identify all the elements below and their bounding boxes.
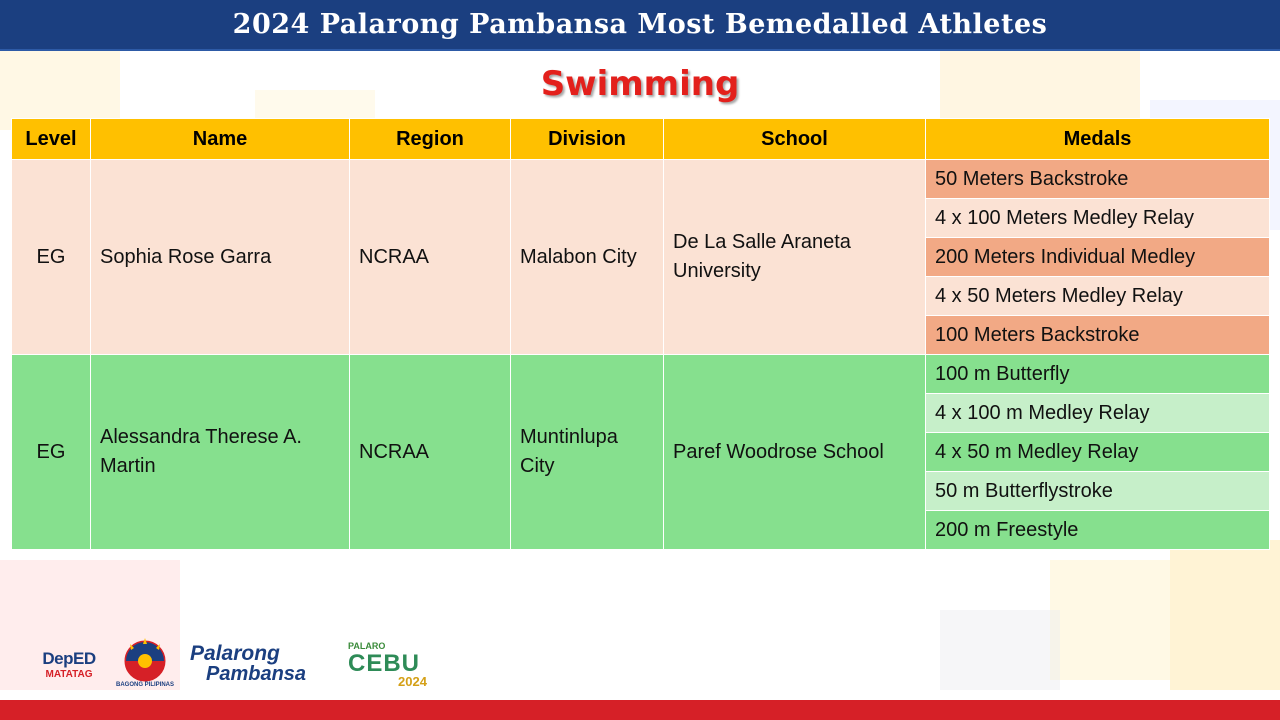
column-header-division: Division (511, 119, 664, 160)
table-row (12, 160, 1270, 199)
school-cell: De La Salle Araneta University (664, 160, 926, 355)
matatag-logo-text: MATATAG (45, 668, 93, 680)
background-decoration (940, 610, 1060, 690)
medal-cell: 4 x 50 Meters Medley Relay (926, 277, 1270, 316)
palaro-logo-text: PALARO (348, 641, 386, 651)
background-decoration (1170, 540, 1280, 690)
deped-logo (38, 638, 100, 690)
bagong-pilipinas-label: BAGONG PILIPINAS (115, 682, 174, 688)
level-cell: EG (12, 160, 91, 355)
column-header-medals: Medals (926, 119, 1270, 160)
column-header-level: Level (12, 119, 91, 160)
table-row (12, 355, 1270, 394)
division-cell: Muntinlupa City (511, 355, 664, 550)
pambansa-logo-text: Pambansa (206, 663, 307, 685)
region-cell: NCRAA (350, 355, 511, 550)
medals-table (11, 118, 1270, 550)
palarong-logo-text: Palarong (190, 642, 280, 665)
medal-cell: 200 Meters Individual Medley (926, 238, 1270, 277)
medal-cell: 4 x 100 m Medley Relay (926, 394, 1270, 433)
title-banner (0, 0, 1280, 51)
level-cell: EG (12, 355, 91, 550)
table-header-row (12, 119, 1270, 160)
medal-cell: 4 x 50 m Medley Relay (926, 433, 1270, 472)
palaro-cebu-logo (348, 636, 464, 692)
bagong-pilipinas-emblem-icon (120, 636, 170, 682)
sport-title: Swimming (540, 64, 740, 104)
bagong-pilipinas-logo (112, 636, 178, 692)
medal-cell: 50 Meters Backstroke (926, 160, 1270, 199)
bottom-red-strip (0, 700, 1280, 720)
column-header-name: Name (91, 119, 350, 160)
region-cell: NCRAA (350, 160, 511, 355)
medal-cell: 200 m Freestyle (926, 511, 1270, 550)
medal-cell: 4 x 100 Meters Medley Relay (926, 199, 1270, 238)
column-header-region: Region (350, 119, 511, 160)
medal-cell: 100 Meters Backstroke (926, 316, 1270, 355)
page-title: 2024 Palarong Pambansa Most Bemedalled Athletes (232, 9, 1048, 40)
palarong-pambansa-logo (190, 637, 336, 691)
footer-logos (38, 636, 464, 692)
deped-logo-text: DepED (42, 648, 96, 668)
name-cell: Alessandra Therese A. Martin (91, 355, 350, 550)
division-cell: Malabon City (511, 160, 664, 355)
medal-cell: 50 m Butterflystroke (926, 472, 1270, 511)
medal-cell: 100 m Butterfly (926, 355, 1270, 394)
column-header-school: School (664, 119, 926, 160)
cebu-year-text: 2024 (398, 674, 427, 689)
cebu-logo-text: CEBU (348, 650, 421, 677)
name-cell: Sophia Rose Garra (91, 160, 350, 355)
background-decoration (1050, 560, 1170, 680)
school-cell: Paref Woodrose School (664, 355, 926, 550)
